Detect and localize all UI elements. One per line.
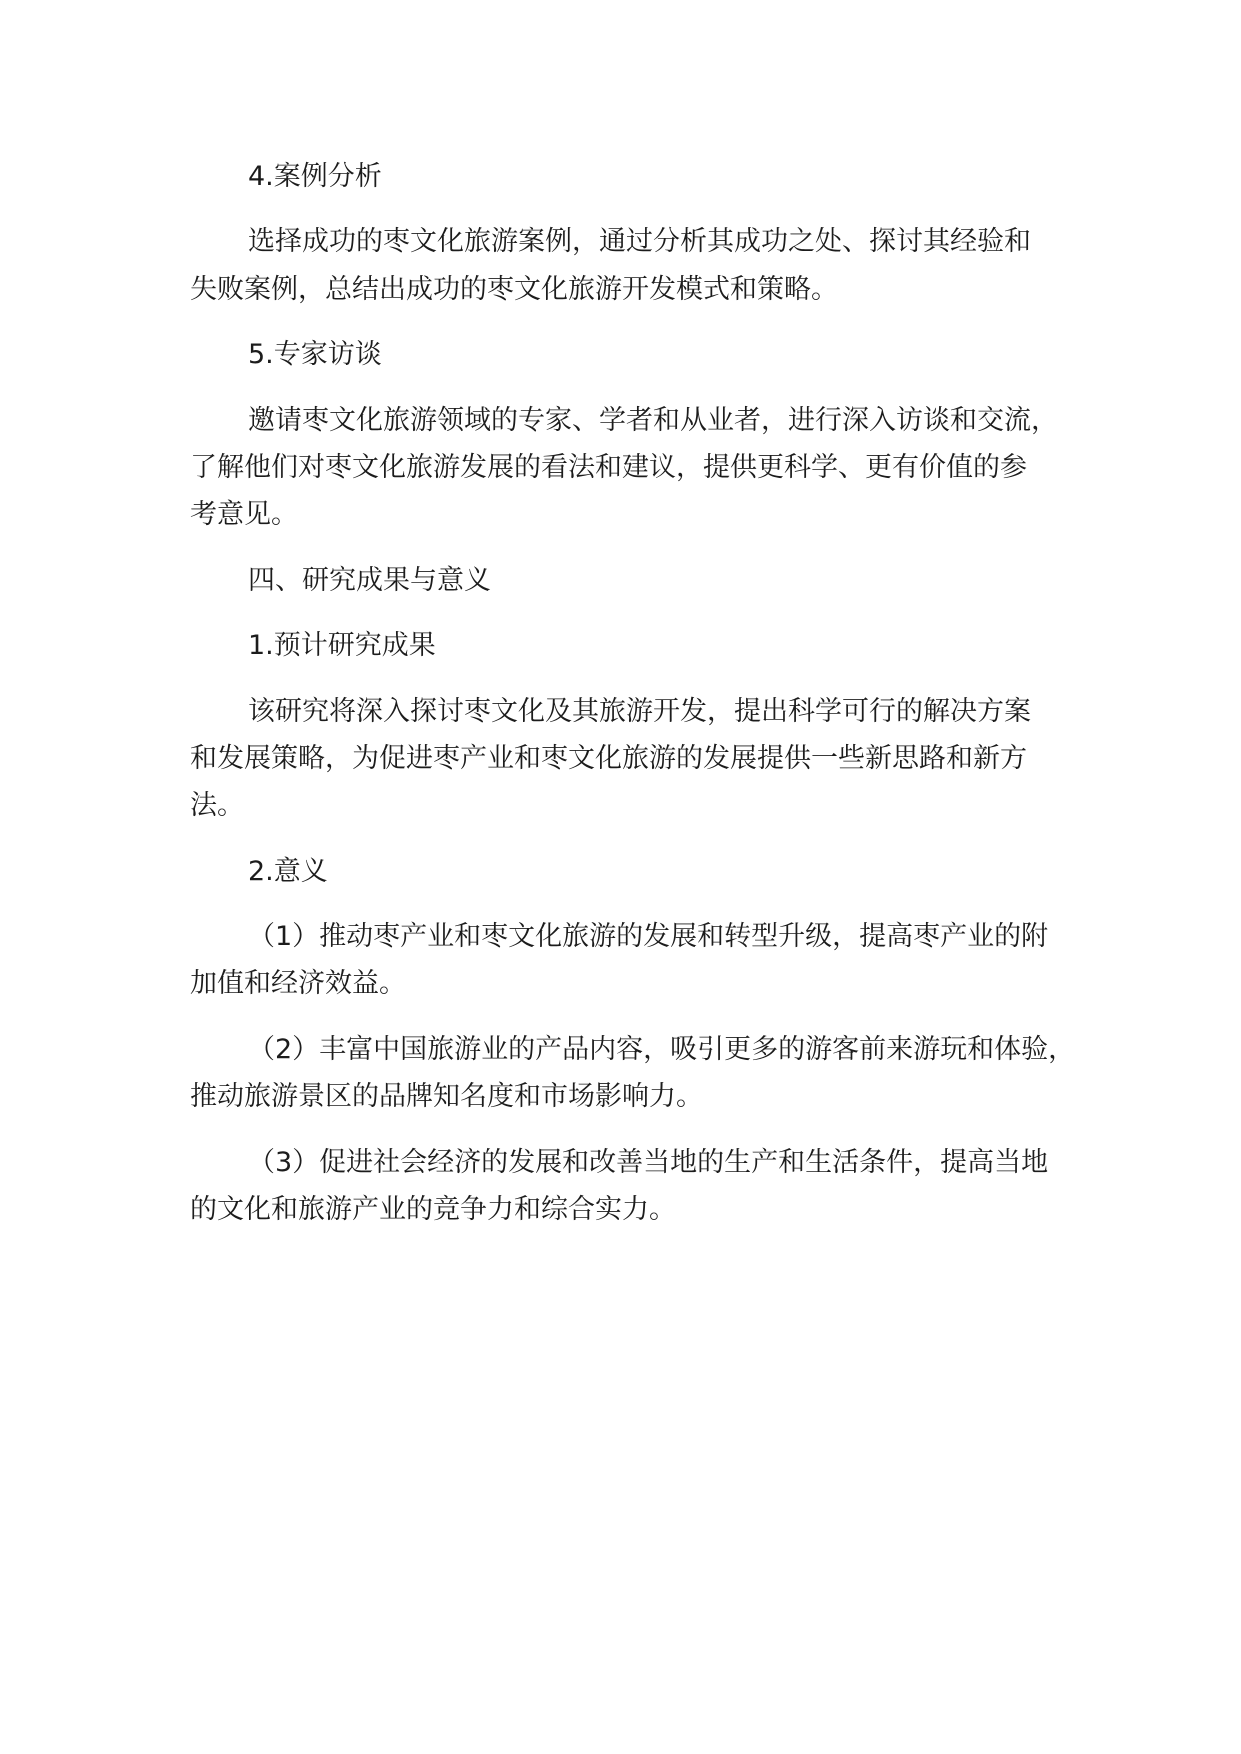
subheading-case-analysis — [190, 153, 1190, 200]
list-item-significance-2 — [190, 1026, 1190, 1121]
list-item-significance-1 — [190, 913, 1190, 1008]
paragraph-line: 和发展策略，为促进枣产业和枣文化旅游的发展提供一些新思路和新方 — [190, 742, 1027, 774]
paragraph-expected-results — [190, 688, 1190, 830]
paragraph-line: （3）促进社会经济的发展和改善当地的生产和生活条件，提高当地 — [248, 1146, 1049, 1178]
paragraph-expert-interview — [190, 397, 1190, 539]
list-item-significance-3 — [190, 1139, 1190, 1234]
section-heading-results — [190, 557, 1190, 604]
heading-line: 1.预计研究成果 — [248, 630, 436, 662]
paragraph-line: 选择成功的枣文化旅游案例，通过分析其成功之处、探讨其经验和 — [248, 226, 1031, 258]
heading-line: 四、研究成果与意义 — [248, 564, 491, 596]
paragraph-line: 失败案例，总结出成功的枣文化旅游开发模式和策略。 — [190, 273, 838, 305]
paragraph-line: 该研究将深入探讨枣文化及其旅游开发，提出科学可行的解决方案 — [248, 695, 1031, 727]
subheading-expected-results — [190, 622, 1190, 669]
paragraph-line: 的文化和旅游产业的竞争力和综合实力。 — [190, 1194, 676, 1226]
paragraph-line: 邀请枣文化旅游领域的专家、学者和从业者，进行深入访谈和交流， — [248, 404, 1058, 436]
paragraph-case-analysis — [190, 218, 1190, 313]
paragraph-line: 了解他们对枣文化旅游发展的看法和建议，提供更科学、更有价值的参 — [190, 451, 1027, 483]
heading-line: 2.意义 — [248, 855, 328, 887]
subheading-expert-interview — [190, 331, 1190, 378]
paragraph-line: 考意见。 — [190, 499, 298, 531]
subheading-significance — [190, 848, 1190, 895]
document-body — [190, 153, 1190, 1251]
paragraph-line: （1）推动枣产业和枣文化旅游的发展和转型升级，提高枣产业的附 — [248, 921, 1049, 953]
heading-line: 4.案例分析 — [248, 161, 382, 192]
paragraph-line: 加值和经济效益。 — [190, 968, 406, 1000]
heading-line: 5.专家访谈 — [248, 339, 382, 371]
paragraph-line: （2）丰富中国旅游业的产品内容，吸引更多的游客前来游玩和体验， — [248, 1033, 1076, 1065]
paragraph-line: 推动旅游景区的品牌知名度和市场影响力。 — [190, 1081, 703, 1113]
paragraph-line: 法。 — [190, 790, 244, 822]
